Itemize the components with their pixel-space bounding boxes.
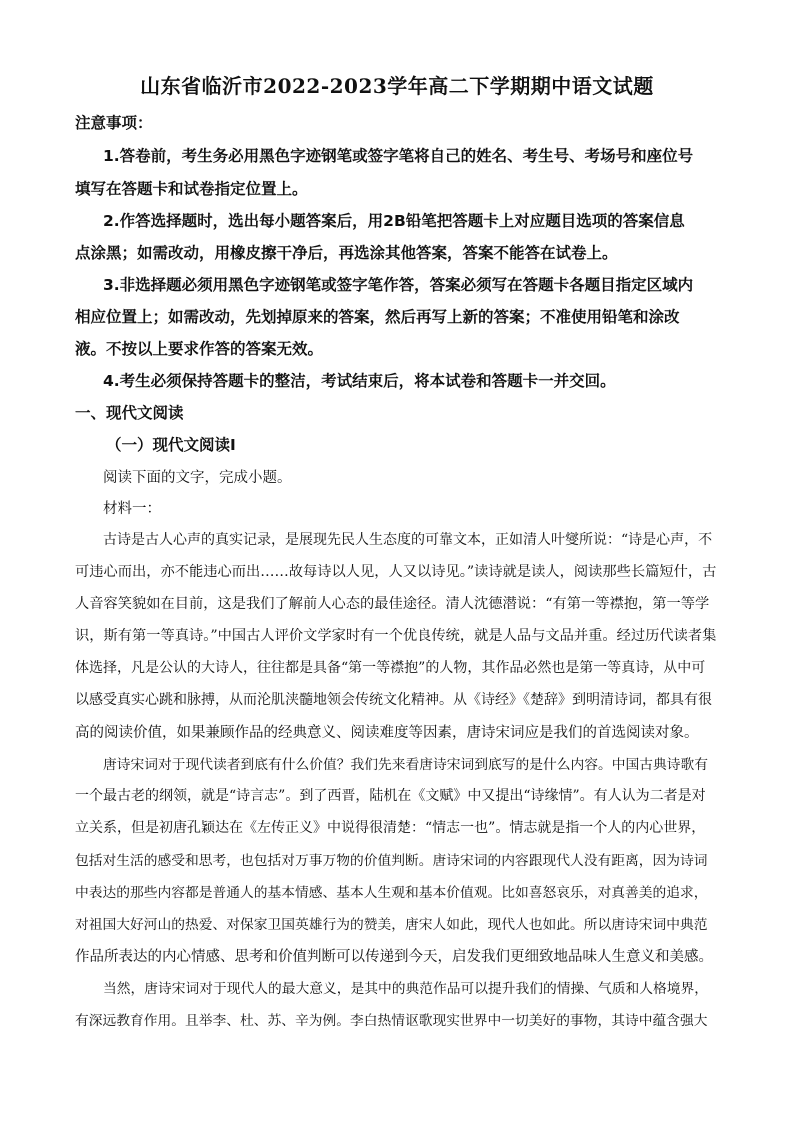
instruction-text: 阅读下面的文字，完成小题。 — [103, 470, 292, 486]
body-line: 一个最古老的纲领，就是“诗言志”。到了西晋，陆机在《文赋》中又提出“诗缘情”。有人认为二者是对 — [75, 788, 706, 804]
material-label: 材料一： — [103, 501, 161, 517]
body-line: 人音容笑貌如在目前，这是我们了解前人心态的最佳途径。清人沈德潜说：“有第一等襟抱，第一等学 — [75, 596, 710, 612]
body-line: 以感受真实心跳和脉搏，从而沦肌浃髓地领会传统文化精神。从《诗经》《楚辞》到明清诗词，都具有很 — [75, 692, 712, 708]
notice-line: 液。不按以上要求作答的答案无效。 — [75, 340, 324, 358]
body-line: 体选择，凡是公认的大诗人，往往都是具备“第一等襟抱”的人物，其作品必然也是第一等真诗，从中可 — [75, 660, 706, 676]
body-line: 当然，唐诗宋词对于现代人的最大意义，是其中的典范作品可以提升我们的情操、气质和人格境界， — [103, 981, 709, 997]
notice-line: 1.答卷前，考生务必用黑色字迹钢笔或签字笔将自己的姓名、考生号、考场号和座位号 — [103, 147, 694, 165]
notice-line: 点涂黑；如需改动，用橡皮擦干净后，再选涂其他答案，答案不能答在试卷上。 — [75, 244, 618, 262]
notice-line: 3.非选择题必须用黑色字迹钢笔或签字笔作答，答案必须写在答题卡各题目指定区域内 — [103, 276, 694, 294]
notice-line: 4.考生必须保持答题卡的整洁，考试结束后，将本试卷和答题卡一并交回。 — [103, 372, 616, 390]
body-line: 古诗是古人心声的真实记录，是展现先民人生态度的可靠文本，正如清人叶燮所说：“诗是心声，不 — [103, 532, 713, 548]
body-line: 作品所表达的内心情感、思考和价值判断可以传递到今天，启发我们更细致地品味人生意义和美感。 — [75, 949, 713, 965]
body-line: 立关系，但是初唐孔颖达在《左传正义》中说得很清楚：“情志一也”。情志就是指一个人的内心世界， — [75, 820, 706, 836]
notice-line: 2.作答选择题时，选出每小题答案后，用2B铅笔把答题卡上对应题目选项的答案信息 — [103, 212, 685, 230]
body-line: 包括对生活的感受和思考，也包括对万事万物的价值判断。唐诗宋词的内容跟现代人没有距离，因为诗词 — [75, 853, 708, 869]
body-line: 对祖国大好河山的热爱、对保家卫国英雄行为的赞美，唐宋人如此，现代人也如此。所以唐诗宋词中典范 — [75, 917, 708, 933]
body-line: 中表达的那些内容都是普通人的基本情感、基本人生观和基本价值观。比如喜怒哀乐，对真善美的追求， — [75, 885, 708, 901]
body-line: 识，斯有第一等真诗。”中国古人评价文学家时有一个优良传统，就是人品与文品并重。经过历代读者集 — [75, 628, 717, 644]
notice-line: 相应位置上；如需改动，先划掉原来的答案，然后再写上新的答案；不准使用铅笔和涂改 — [75, 308, 680, 326]
subsection-heading: （一）现代文阅读Ⅰ — [106, 436, 236, 454]
body-line: 有深远教育作用。且举李、杜、苏、辛为例。李白热情讴歌现实世界中一切美好的事物，其诗中蕴含强大 — [75, 1013, 708, 1029]
body-line: 高的阅读价值，如果兼顾作品的经典意义、阅读难度等因素，唐诗宋词应是我们的首选阅读对象。 — [75, 725, 699, 741]
notice-heading: 注意事项： — [75, 114, 153, 132]
body-line: 可违心而出，亦不能违心而出……故每诗以人见，人又以诗见。”读诗就是读人，阅读那些长篇短什，古 — [75, 564, 717, 580]
notice-line: 填写在答题卡和试卷指定位置上。 — [75, 180, 308, 198]
exam-title: 山东省临沂市2022-2023学年高二下学期期中语文试题 — [140, 74, 654, 98]
body-line: 唐诗宋词对于现代读者到底有什么价值？我们先来看唐诗宋词到底写的是什么内容。中国古典诗歌有 — [103, 757, 709, 773]
section-heading: 一、现代文阅读 — [75, 404, 184, 422]
